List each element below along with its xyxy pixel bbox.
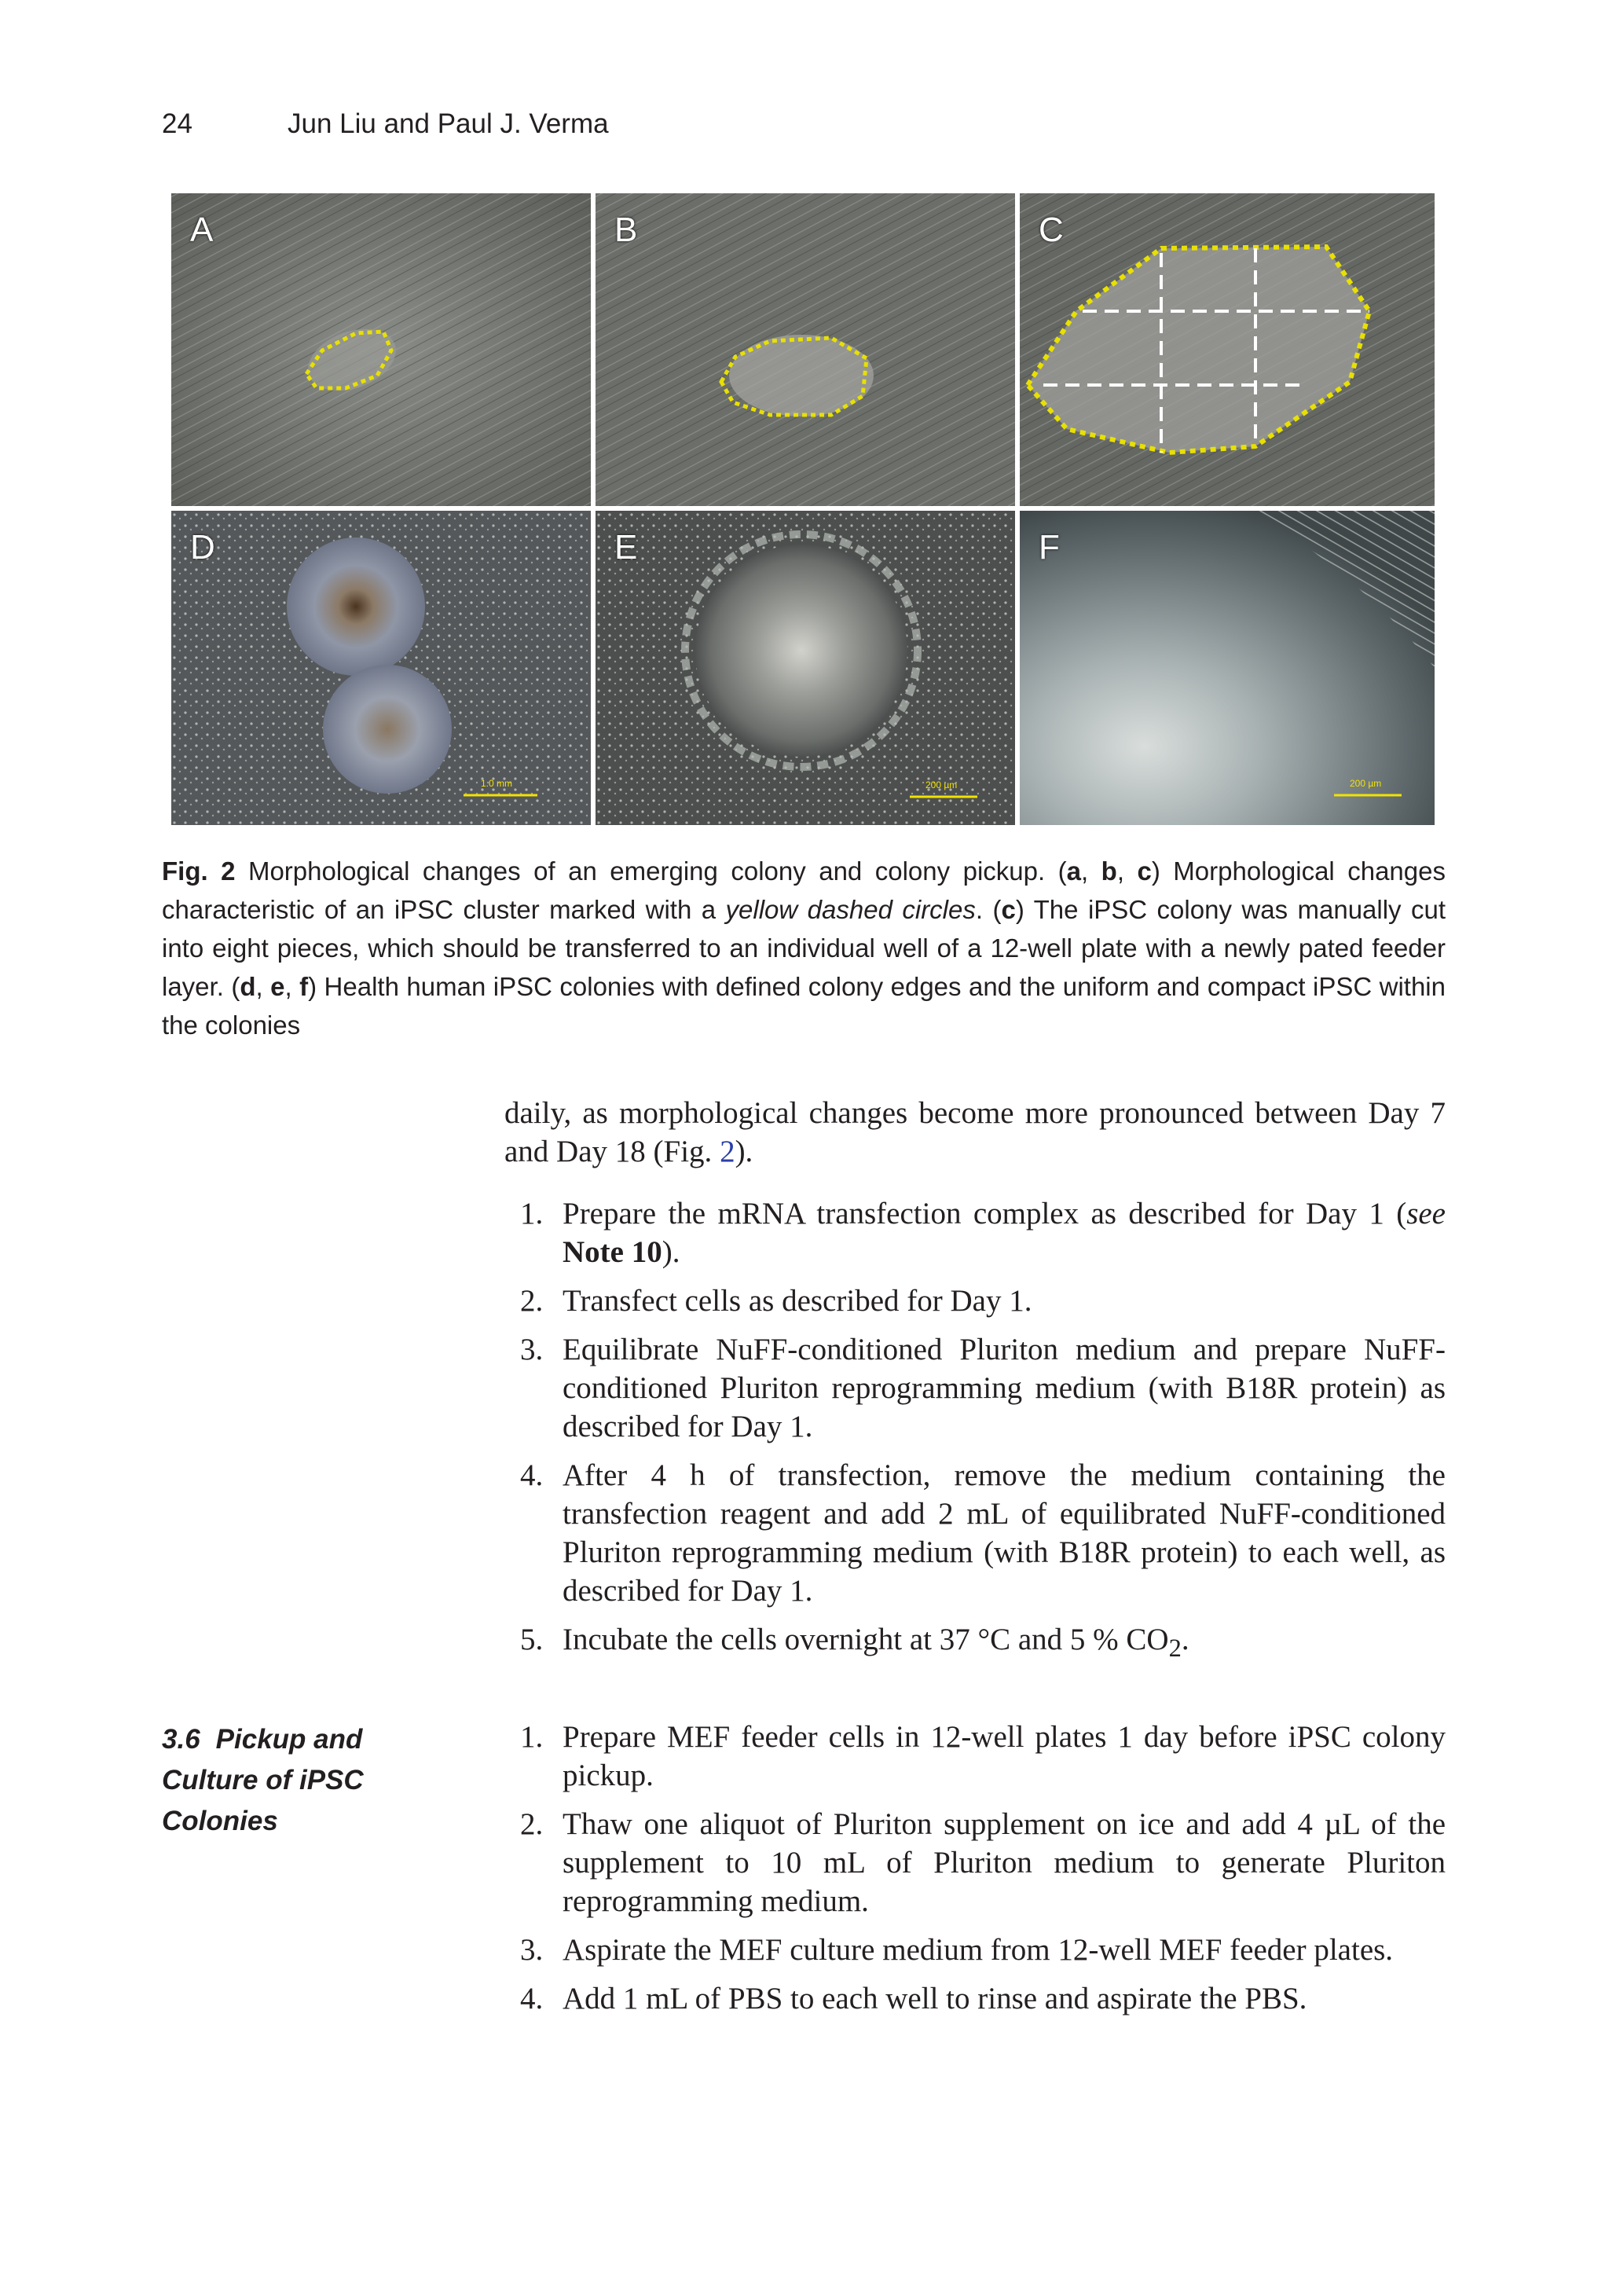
item-number: 2. [520,1284,544,1318]
caption-bold-c: c [1137,856,1152,886]
caption-sep: , [1081,856,1101,886]
panel-b-micrograph [596,193,1015,506]
item-number: 4. [520,1982,544,2015]
paragraph-text: daily, as morphological changes become more pronounced between Day 7 and Day 18 (Fig. [504,1096,1446,1168]
panel-label-d: D [190,528,215,567]
list-item [504,1979,1446,2018]
item-text: After 4 h of transfection, remove the medium containing the transfection reagent and add 2 mL of equilibrated NuFF-conditioned Pluriton reprogramming medium (with B18R protein) to each well, as described for Day 1. [563,1458,1446,1608]
see-italic: see [1406,1197,1446,1231]
pickup-steps-list [504,1718,1446,2028]
caption-bold-b: b [1101,856,1117,886]
panel-e-micrograph [596,511,1015,825]
item-text: Equilibrate NuFF-conditioned Pluriton medium and prepare NuFF-conditioned Pluriton reprogramming medium (with B18R protein) as described for Day 1. [563,1333,1446,1443]
panel-a [171,193,591,506]
scale-text-f: 200 µm [1350,778,1382,789]
caption-bold-c: c [1001,895,1016,924]
caption-text: ) The iPSC colony was manually cut into eight pieces, which should be transferred to an individual well of a 12-well plate with a newly pated feeder layer. ( [162,895,1446,1001]
panel-label-b: B [614,211,638,249]
scale-text-e: 200 µm [925,779,958,790]
figure-2 [171,193,1435,825]
caption-sep: , [284,972,300,1001]
day-steps-list [504,1194,1446,1678]
colony-e [695,545,907,757]
panel-b [596,193,1015,506]
list-item [504,1330,1446,1446]
continuation-paragraph [504,1094,1446,1171]
list-item [504,1282,1446,1320]
paragraph-text: ). [735,1135,753,1168]
item-text: . [1181,1623,1189,1656]
item-number: 2. [520,1807,544,1841]
caption-bold-a: a [1066,856,1081,886]
caption-text: . ( [975,895,1002,924]
panel-f [1020,511,1435,825]
panel-e [596,511,1015,825]
caption-text: ) Morphological changes characteristic of an iPSC cluster marked with a [162,856,1446,924]
item-number: 5. [520,1623,544,1656]
panel-label-a: A [190,211,214,249]
caption-sep: , [255,972,271,1001]
panel-label-c: C [1039,211,1064,249]
list-item [504,1620,1446,1668]
section-title: Pickup and Culture of iPSC Colonies [162,1724,364,1836]
caption-text: ) Health human iPSC colonies with defined colony edges and the uniform and compact iPSC within the colonies [162,972,1446,1040]
panel-d-micrograph [171,511,591,825]
panel-d [171,511,591,825]
caption-italic: yellow dashed circles [725,895,976,924]
item-number: 1. [520,1197,544,1231]
item-text: Aspirate the MEF culture medium from 12-well MEF feeder plates. [563,1933,1394,1967]
item-number: 3. [520,1933,544,1967]
list-item [504,1931,1446,1969]
colony-d2 [323,665,452,794]
running-header [162,108,609,140]
panel-label-e: E [614,528,638,567]
panel-label-f: F [1039,528,1060,567]
caption-fig-label: Fig. 2 [162,856,236,886]
item-text: Incubate the cells overnight at 37 °C and 5 % CO [563,1623,1169,1656]
list-item [504,1805,1446,1920]
item-number: 3. [520,1333,544,1366]
section-number: 3.6 [162,1724,200,1755]
caption-bold-d: d [240,972,256,1001]
subscript: 2 [1168,1634,1182,1663]
item-text: Add 1 mL of PBS to each well to rinse and aspirate the PBS. [563,1982,1307,2015]
caption-sep: , [1116,856,1138,886]
page-number: 24 [162,108,192,139]
list-item [504,1456,1446,1610]
item-text: Prepare MEF feeder cells in 12-well plates 1 day before iPSC colony pickup. [563,1720,1446,1792]
figure-link[interactable]: 2 [720,1135,735,1168]
panel-a-micrograph [171,193,591,506]
section-heading [162,1719,421,1842]
list-item [504,1718,1446,1795]
item-text: Transfect cells as described for Day 1. [563,1284,1032,1318]
item-text: Thaw one aliquot of Pluriton supplement on ice and add 4 µL of the supplement to 10 mL of Pluriton medium to generate Pluriton reprogramming medium. [563,1807,1446,1918]
panel-c-micrograph [1020,193,1435,506]
running-authors: Jun Liu and Paul J. Verma [288,108,609,139]
caption-bold-f: f [299,972,309,1001]
scale-text-d: 1.0 mm [481,778,513,789]
item-text: ). [662,1235,680,1269]
item-text: Prepare the mRNA transfection complex as described for Day 1 ( [563,1197,1407,1231]
item-number: 1. [520,1720,544,1754]
item-number: 4. [520,1458,544,1492]
figure-caption [162,852,1446,1044]
panel-c [1020,193,1435,506]
caption-bold-e: e [270,972,285,1001]
colony-d1 [287,537,425,676]
caption-text: Morphological changes of an emerging colony and colony pickup. ( [235,856,1067,886]
note-link[interactable]: Note 10 [563,1235,662,1269]
list-item [504,1194,1446,1271]
